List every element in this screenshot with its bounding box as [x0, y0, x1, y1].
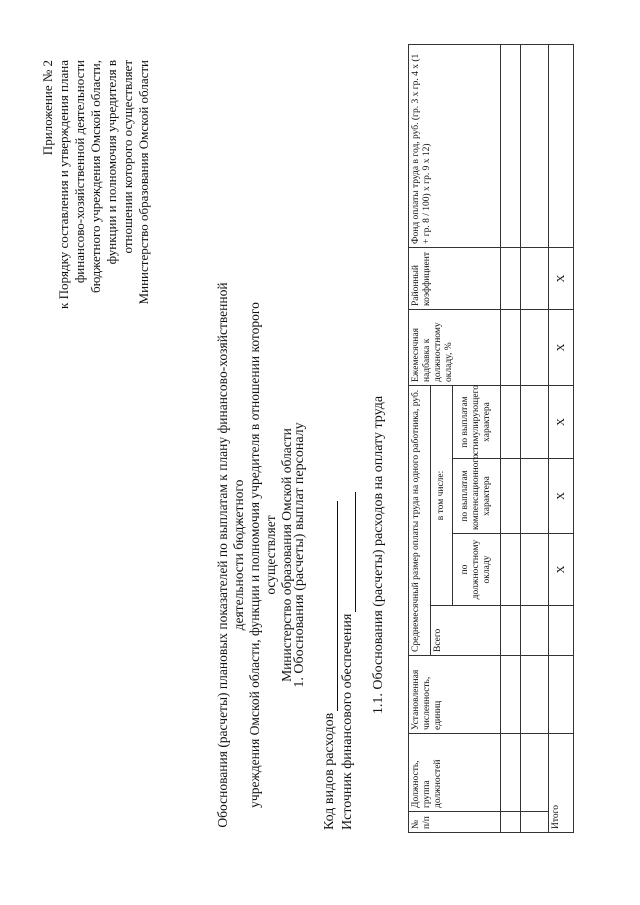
kod-vidov-raskhodov	[322, 501, 338, 830]
istochnik-label: Источник финансового обеспечения	[340, 613, 355, 830]
appendix-line: Министерство образования Омской области	[136, 60, 151, 305]
title-line: Министерство образования Омской области	[279, 428, 294, 682]
table-cell	[521, 656, 549, 734]
header-num: № п/п	[409, 812, 501, 833]
table-cell	[501, 656, 521, 734]
column-numbers-row	[501, 45, 521, 833]
table-cell	[521, 812, 549, 833]
x-mark: Х	[549, 459, 574, 534]
table-cell	[501, 606, 521, 656]
istochnik-blank-line	[342, 492, 356, 612]
table-cell	[549, 656, 574, 734]
header-avg-salary: Среднемесячный размер оплаты труда на одного работника, руб.	[409, 386, 431, 656]
header-position: Должность, группа должностей	[409, 734, 501, 812]
table-cell	[549, 45, 574, 248]
header-including: в том числе:	[431, 386, 453, 606]
table-cell	[501, 459, 521, 534]
header-stimulating: по выплатам стимулирующего характера	[453, 386, 501, 459]
appendix-line: функции и полномочия учредителя в	[104, 60, 119, 265]
table-cell	[501, 812, 521, 833]
table-cell	[501, 248, 521, 310]
header-regional-coef: Районный коэффициент	[409, 248, 501, 310]
section-1-heading: 1. Обоснования (расчеты) выплат персоналу	[292, 422, 307, 688]
header-by-salary: по должностному окладу	[453, 534, 501, 606]
appendix-line: финансово-хозяйственной деятельности	[72, 60, 87, 284]
table-cell	[521, 310, 549, 386]
appendix-line: бюджетного учреждения Омской области,	[88, 60, 103, 294]
table-cell	[521, 734, 549, 812]
appendix-line: к Порядку составления и утверждения плана	[56, 60, 71, 309]
appendix-block	[40, 60, 152, 310]
header-compensation: по выплатам компенсационного характера	[453, 459, 501, 534]
appendix-line: Приложение № 2	[40, 60, 55, 156]
document-title	[215, 275, 295, 835]
header-monthly-bonus: Ежемесячная надбавка к должностному окладу, %	[409, 310, 501, 386]
table-row	[521, 45, 549, 833]
table-cell	[501, 534, 521, 606]
header-total: Всего	[431, 606, 501, 656]
x-mark: Х	[549, 310, 574, 386]
section-1-1-heading: 1.1. Обоснования (расчеты) расходов на оплату труда	[371, 395, 386, 715]
table-cell	[549, 606, 574, 656]
title-line: учреждения Омской области, функции и полномочия учредителя в отношении которого осуществляет	[247, 302, 278, 808]
table-cell	[521, 248, 549, 310]
table-cell	[521, 606, 549, 656]
table-cell	[521, 534, 549, 606]
salary-table	[408, 44, 574, 833]
total-label: Итого	[549, 734, 574, 833]
title-line: Обоснования (расчеты) плановых показателей по выплатам к плану финансово-хозяйственной деятельности бюджетного	[215, 282, 246, 828]
kod-blank-line	[324, 501, 338, 711]
table-cell	[521, 45, 549, 248]
x-mark: Х	[549, 248, 574, 310]
table-cell	[501, 386, 521, 459]
kod-label: Код видов расходов	[322, 712, 337, 830]
istochnik-finansirovaniya	[340, 492, 356, 830]
header-staff: Установленная численность, единиц	[409, 656, 501, 734]
appendix-line: отношении которого осуществляет	[120, 60, 135, 254]
table-cell	[521, 459, 549, 534]
x-mark: Х	[549, 534, 574, 606]
table-cell	[501, 310, 521, 386]
table-cell	[501, 45, 521, 248]
header-fund: Фонд оплаты труда в год, руб. (гр. 3 х гр. 4 х (1 + гр. 8 / 100) х гр. 9 х 12)	[409, 45, 501, 248]
table-cell	[521, 386, 549, 459]
total-row	[549, 45, 574, 833]
x-mark: Х	[549, 386, 574, 459]
table-cell	[501, 734, 521, 812]
